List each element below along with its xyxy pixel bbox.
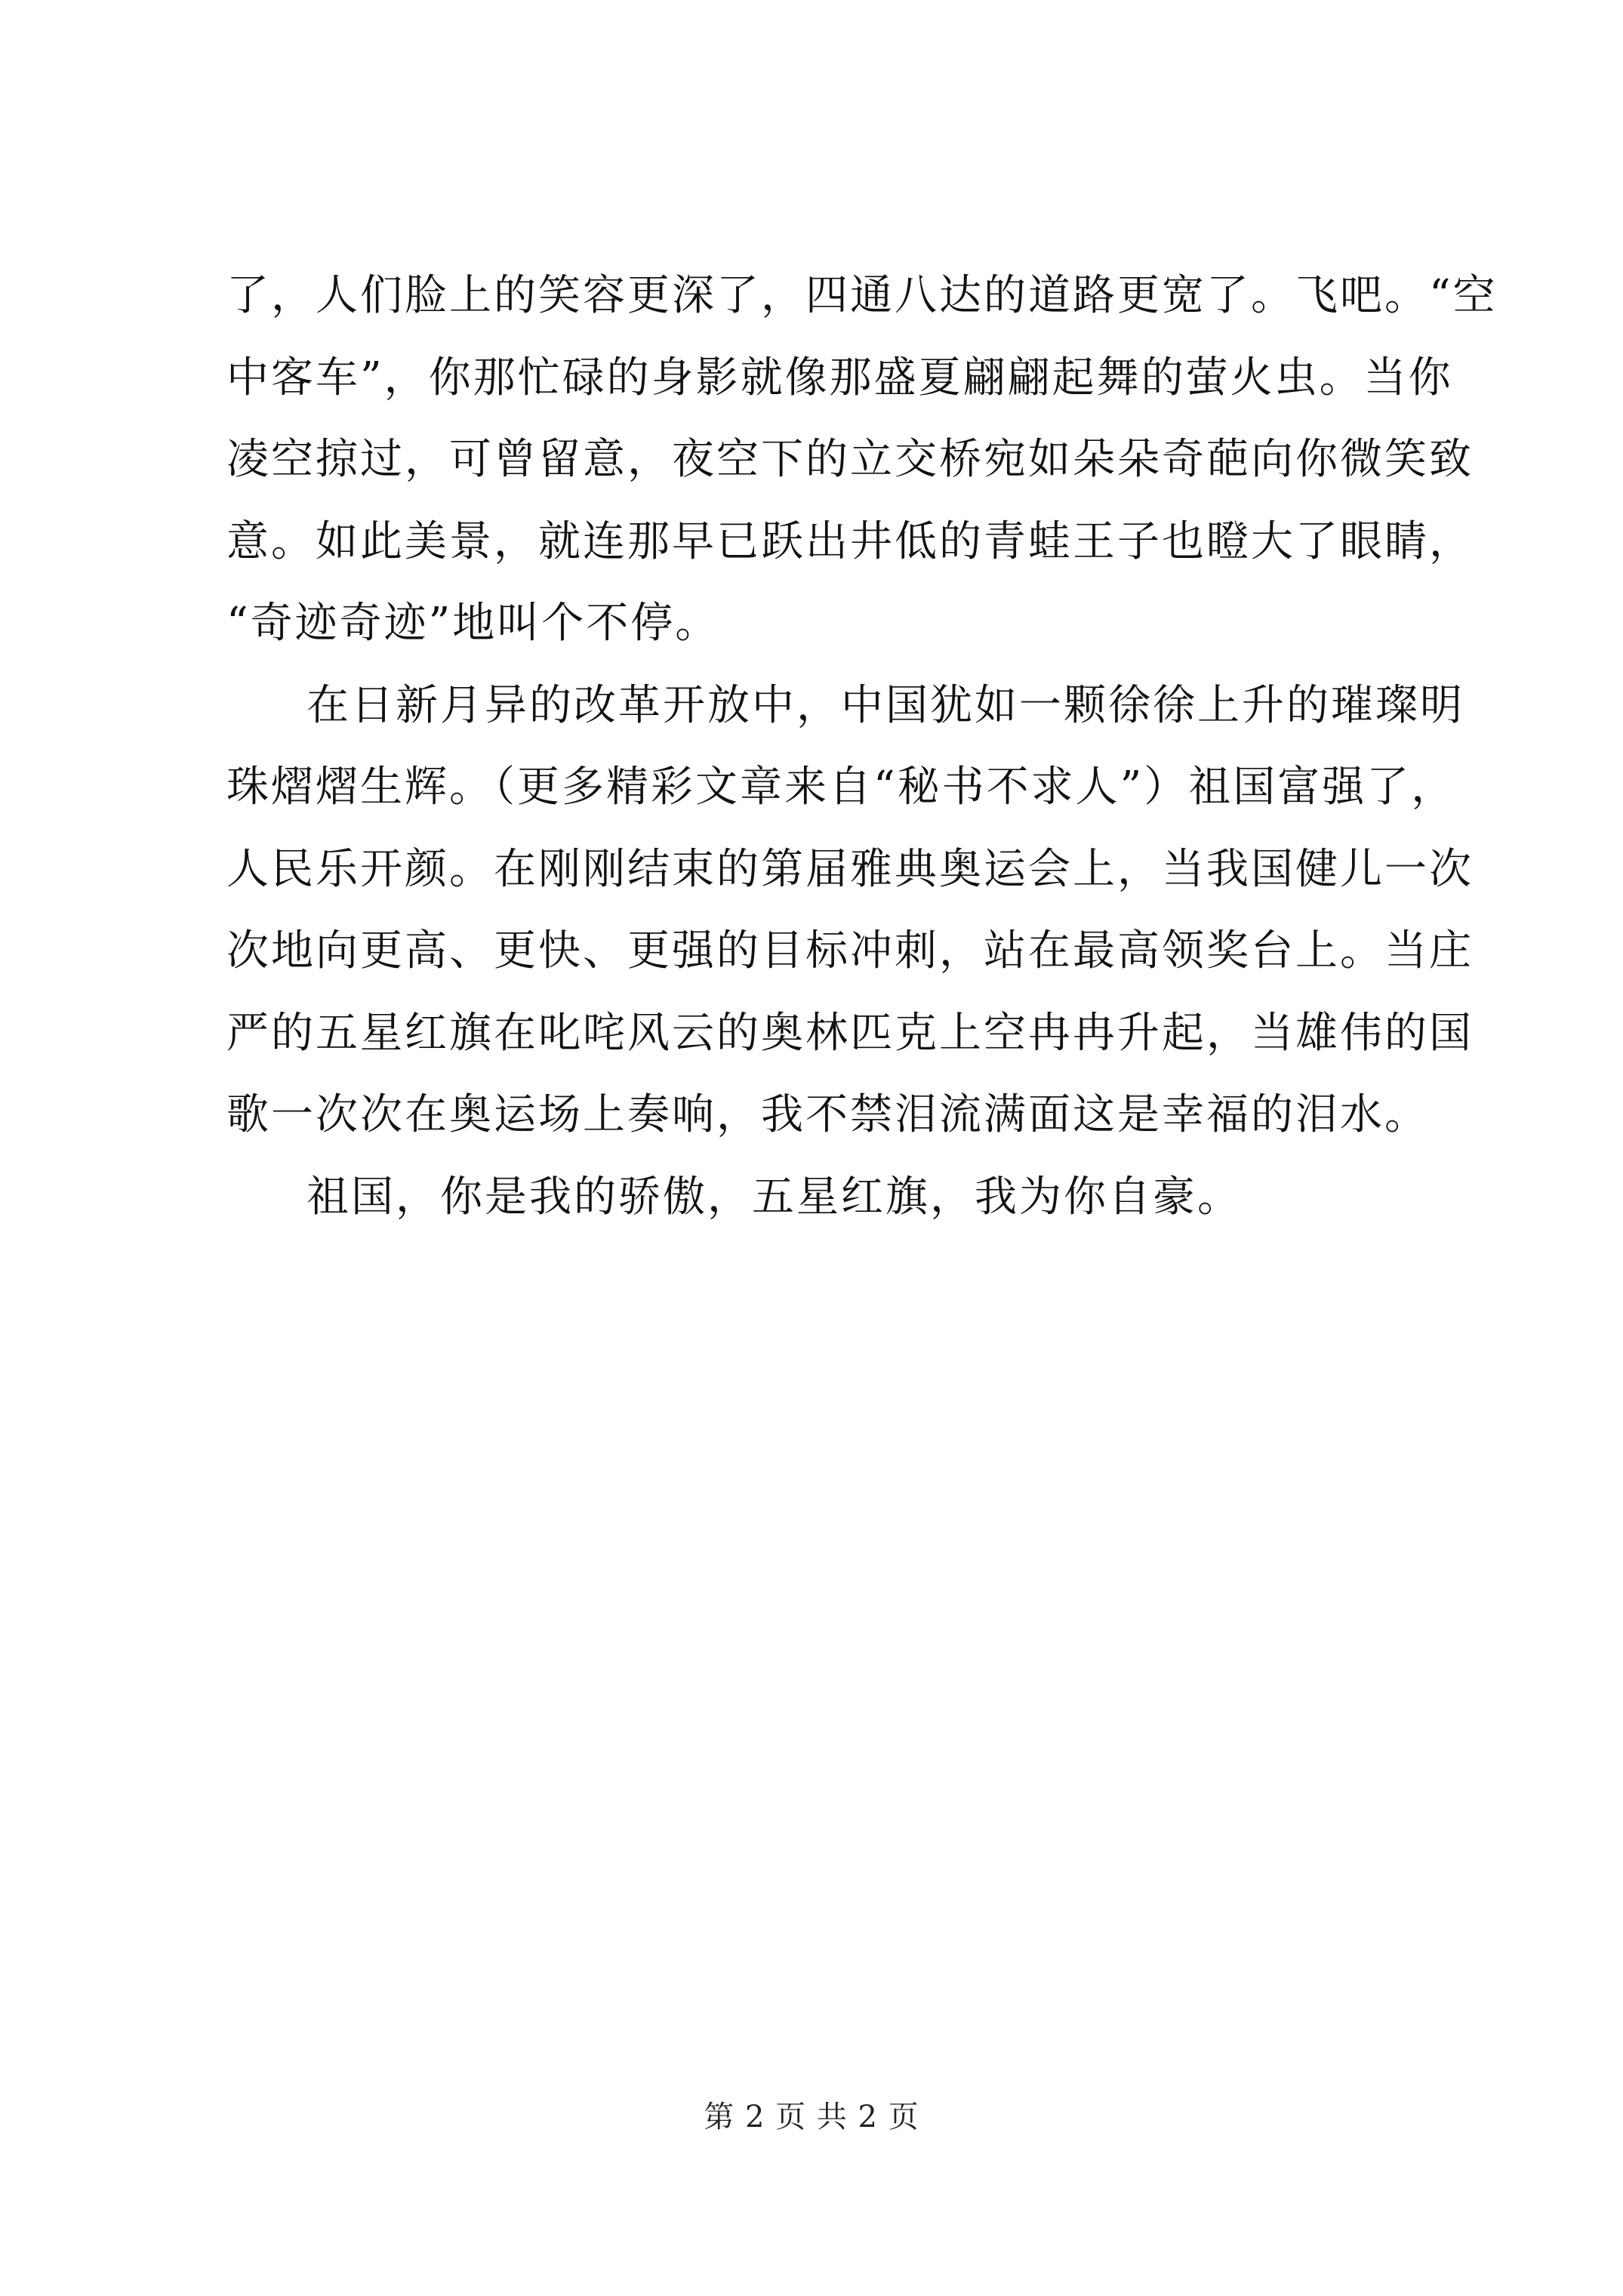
- text-line: 歌一次次在奥运场上奏响，我不禁泪流满面这是幸福的泪水。: [226, 1090, 1429, 1139]
- document-body: [226, 255, 1498, 1238]
- page-number-footer: 第 2 页 共 2 页: [704, 2100, 919, 2134]
- text-line: 严的五星红旗在叱咤风云的奥林匹克上空冉冉升起，当雄伟的国: [226, 1008, 1474, 1058]
- text-line: 珠熠熠生辉。（更多精彩文章来自“秘书不求人”）祖国富强了，: [226, 763, 1456, 812]
- text-line: 凌空掠过，可曾留意，夜空下的立交桥宛如朵朵奇葩向你微笑致: [226, 435, 1474, 484]
- text-line: 次地向更高、更快、更强的目标冲刺，站在最高领奖台上。当庄: [226, 926, 1474, 975]
- text-line: “奇迹奇迹”地叫个不停。: [226, 599, 720, 648]
- text-line: 了，人们脸上的笑容更深了，四通八达的道路更宽了。飞吧。“空: [226, 271, 1498, 320]
- text-line: 意。如此美景，就连那早已跃出井低的青蛙王子也瞪大了眼睛，: [226, 516, 1474, 566]
- paragraph-first-line: 在日新月异的改革开放中，中国犹如一颗徐徐上升的璀璨明: [306, 680, 1464, 730]
- text-line: 人民乐开颜。在刚刚结束的第届雅典奥运会上，当我国健儿一次: [226, 844, 1474, 894]
- paragraph-first-line: 祖国，你是我的骄傲，五星红旗，我为你自豪。: [306, 1172, 1242, 1222]
- text-line: 中客车”，你那忙碌的身影就像那盛夏翩翩起舞的萤火虫。当你: [226, 353, 1453, 402]
